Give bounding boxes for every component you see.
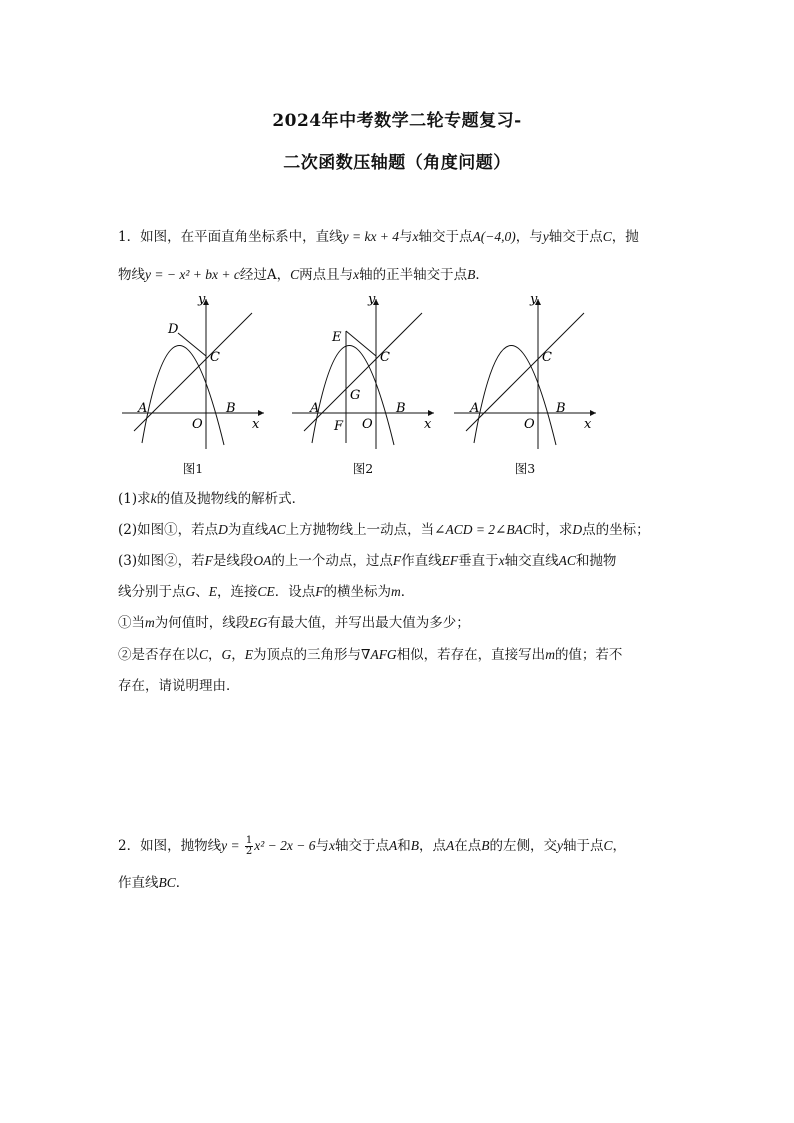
label-b: B (226, 401, 236, 416)
label-o: O (192, 417, 203, 432)
page-title-line-1: 2024年中考数学二轮专题复习- (272, 111, 522, 131)
label-y: y (368, 293, 376, 307)
label-c: C (542, 350, 552, 365)
q2-line-1: 2．如图，抛物线y = $\frac{1}{2}$ x² − 2x − 6与x轴交于点A和B，点A在点B的左侧，交y轴于点C， (118, 835, 627, 857)
q1-part-3-line-1: (3)如图②，若F是线段OA的上一个动点，过点F作直线EF垂直于x轴交直线AC和抛物 (118, 553, 617, 569)
label-x: x (584, 417, 592, 432)
label-b: B (556, 401, 566, 416)
figure-3-caption: 图3 (514, 461, 536, 476)
figure-2 (288, 293, 438, 483)
segment-dc (178, 333, 206, 356)
label-f: F (334, 419, 344, 434)
label-o: O (524, 417, 535, 432)
label-a: A (470, 401, 480, 416)
label-c: C (210, 350, 220, 365)
figure-1 (118, 293, 268, 483)
figure-1-graph (118, 293, 268, 453)
label-a: A (138, 401, 148, 416)
segment-ce (346, 331, 376, 356)
label-e: E (332, 330, 342, 345)
x-axis-arrow (258, 410, 264, 416)
q1-sub-1: ①当m为何值时，线段EG有最大值，并写出最大值为多少； (118, 615, 470, 631)
figure-3-graph (450, 293, 600, 453)
figure-1-caption: 图1 (182, 461, 204, 476)
label-b: B (396, 401, 406, 416)
q1-line-2: 物线y = − x² + bx + c经过A，C两点且与x轴的正半轴交于点B． (118, 267, 489, 283)
label-y: y (530, 293, 538, 307)
q1-part-3-line-2: 线分别于点G、E，连接CE．设点F的横坐标为m． (118, 584, 415, 600)
page-title-line-2: 二次函数压轴题（角度问题） (283, 153, 511, 173)
x-axis-arrow (428, 410, 434, 416)
figure-2-caption: 图2 (352, 461, 374, 476)
q1-sub-2-line-2: 存在，请说明理由． (118, 678, 240, 694)
q1-line-1: 1．如图，在平面直角坐标系中，直线y = kx + 4与x轴交于点A(−4,0)，与y轴交于点C，抛 (118, 229, 639, 245)
q2-line-2: 作直线BC． (118, 875, 190, 891)
q1-sub-2-line-1: ②是否存在以C，G，E为顶点的三角形与∇AFG相似，若存在，直接写出m的值；若不 (118, 647, 623, 663)
label-x: x (252, 417, 260, 432)
fraction-half: $\frac{1}{2}$ (245, 835, 253, 857)
q1-part-1: (1)求k的值及抛物线的解析式． (118, 491, 306, 507)
label-g: G (350, 388, 361, 403)
label-y: y (198, 293, 206, 307)
label-a: A (310, 401, 320, 416)
figure-2-graph (288, 293, 438, 453)
x-axis-arrow (590, 410, 596, 416)
q1-part-2: (2)如图①，若点D为直线AC上方抛物线上一动点，当∠ACD = 2∠BAC时，求D点的坐标； (118, 522, 650, 538)
label-o: O (362, 417, 373, 432)
label-x: x (424, 417, 432, 432)
label-c: C (380, 350, 390, 365)
label-d: D (168, 322, 179, 337)
figure-3 (450, 293, 600, 483)
